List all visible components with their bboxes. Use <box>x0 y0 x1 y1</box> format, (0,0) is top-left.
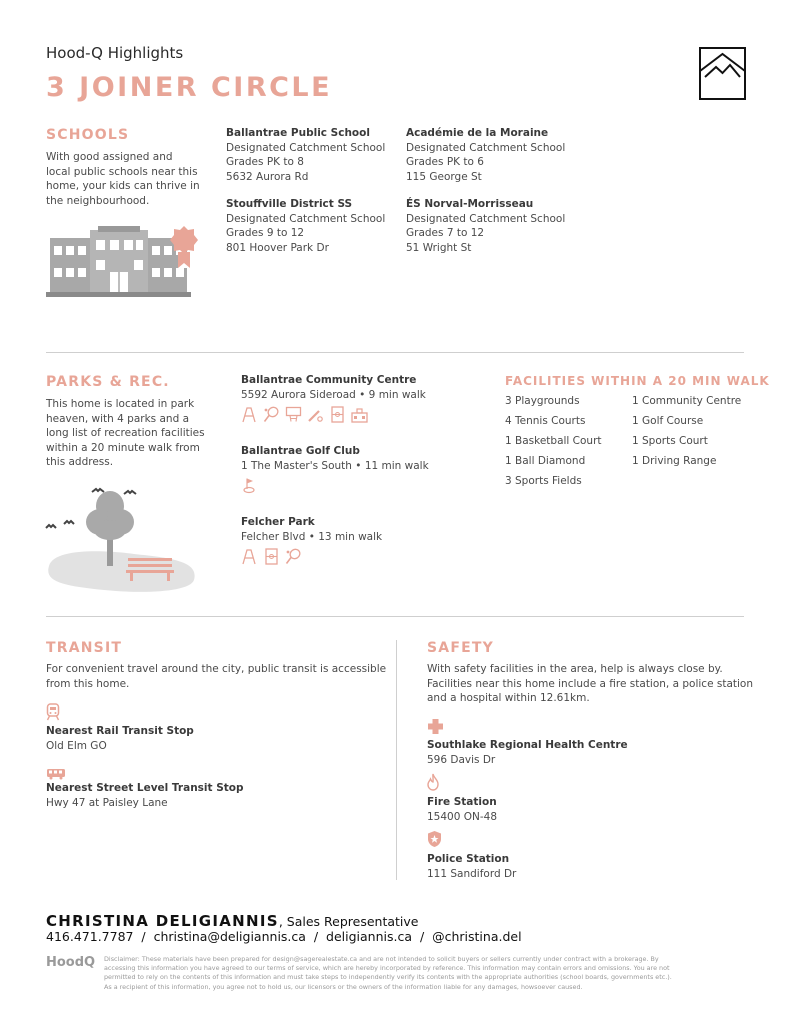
facility-item: 1 Ball Diamond <box>505 455 586 467</box>
transit-description: For convenient travel around the city, public transit is accessible from this home. <box>46 663 387 690</box>
facility-item: 1 Golf Course <box>632 415 704 427</box>
playground-icon <box>241 548 258 565</box>
facility-item: 3 Sports Fields <box>505 475 582 487</box>
school-entry: ÉS Norval-Morrisseau Designated Catchment School Grades 7 to 12 51 Wright St <box>406 198 566 254</box>
page-title: 3 JOINER CIRCLE <box>46 72 333 103</box>
golf-icon <box>241 477 258 494</box>
park-detail: Felcher Blvd • 13 min walk <box>241 530 383 543</box>
police-badge-icon <box>427 830 442 852</box>
park-detail: 5592 Aurora Sideroad • 9 min walk <box>241 388 426 401</box>
sports-field-icon <box>329 406 346 423</box>
park-entry <box>241 515 382 565</box>
school-building-illustration <box>46 224 206 300</box>
facilities-list-col2 <box>632 391 741 471</box>
park-name: Ballantrae Community Centre <box>241 374 417 386</box>
school-entry: Académie de la Moraine Designated Catchment School Grades PK to 6 115 George St <box>406 127 566 183</box>
facility-item: 1 Community Centre <box>632 395 742 407</box>
safety-title: SAFETY <box>427 640 494 656</box>
rail-stop: Nearest Rail Transit Stop Old Elm GO <box>46 725 194 752</box>
hospital-entry: Southlake Regional Health Centre 596 Davis Dr <box>427 739 628 766</box>
school-entry: Ballantrae Public School Designated Catchment School Grades PK to 8 5632 Aurora Rd <box>226 127 386 183</box>
tennis-icon <box>263 406 280 423</box>
community-centre-icon <box>351 406 368 423</box>
safety-description: With safety facilities in the area, help is always close by. Facilities near this home include a fire station, a police station and a hospital within 12.61km. <box>427 663 754 704</box>
section-divider <box>46 352 744 353</box>
park-detail: 1 The Master's South • 11 min walk <box>241 459 429 472</box>
facility-item: 1 Sports Court <box>632 435 708 447</box>
school-entry: Stouffville District SS Designated Catchment School Grades 9 to 12 801 Hoover Park Dr <box>226 198 386 254</box>
facilities-list-col1 <box>505 391 602 491</box>
police-station-entry: Police Station 111 Sandiford Dr <box>427 853 517 880</box>
column-divider <box>396 640 397 880</box>
train-icon <box>46 703 60 725</box>
school-name: Stouffville District SS <box>226 198 353 210</box>
street-stop: Nearest Street Level Transit Stop Hwy 47 at Paisley Lane <box>46 782 244 809</box>
page-subtitle: Hood-Q Highlights <box>46 44 184 62</box>
facility-item: 3 Playgrounds <box>505 395 580 407</box>
schools-title: SCHOOLS <box>46 127 130 143</box>
section-divider <box>46 616 744 617</box>
fire-station-entry: Fire Station 15400 ON-48 <box>427 796 498 823</box>
agent-role: , Sales Representative <box>278 914 419 929</box>
hoodq-logo: HoodQ <box>46 955 96 970</box>
park-entry <box>241 373 426 423</box>
parks-description: This home is located in park heaven, with 4 parks and a long list of recreation facilities within a 20 minute walk from this address. <box>46 398 205 468</box>
school-name: Ballantrae Public School <box>226 127 370 139</box>
disclaimer: Disclaimer: These materials have been prepared for design@sagerealestate.ca and are not intended to solicit buyers or sellers currently under contract with a brokerage. By accessing this information you have agreed to our terms of service, which are hereby incorporated by reference. This information may contain errors and omissions. You are not permitted to rely on the contents of this information and must take steps to independently verify its contents with the appropriate authorities (school boards, governments etc.). As a recipient of this information, you agree not to hold us, our licensors or the owners of the information liable for any damages, howsoever caused. <box>104 955 672 991</box>
playground-icon <box>241 406 258 423</box>
agent-contact: 416.471.7787 / christina@deligiannis.ca / deligiannis.ca / @christina.del <box>46 929 522 944</box>
park-name: Ballantrae Golf Club <box>241 445 360 457</box>
tennis-icon <box>285 548 302 565</box>
baseball-icon <box>307 406 324 423</box>
park-entry <box>241 444 429 494</box>
transit-title: TRANSIT <box>46 640 123 656</box>
fire-icon <box>427 773 439 795</box>
basketball-icon <box>285 406 302 423</box>
sports-field-icon <box>263 548 280 565</box>
facility-item: 4 Tennis Courts <box>505 415 586 427</box>
park-illustration <box>44 484 199 594</box>
school-name: Académie de la Moraine <box>406 127 549 139</box>
facilities-title: FACILITIES WITHIN A 20 MIN WALK <box>505 374 770 388</box>
facility-item: 1 Basketball Court <box>505 435 602 447</box>
facility-item: 1 Driving Range <box>632 455 717 467</box>
schools-description: With good assigned and local public schools near this home, your kids can thrive in the neighbourhood. <box>46 151 200 207</box>
parks-title: PARKS & REC. <box>46 374 170 390</box>
park-name: Felcher Park <box>241 516 315 528</box>
hospital-icon <box>427 718 444 739</box>
agent-name: CHRISTINA DELIGIANNIS <box>46 912 279 930</box>
agent-signature <box>46 911 418 930</box>
house-mountain-icon <box>699 47 746 100</box>
school-name: ÉS Norval-Morrisseau <box>406 198 534 210</box>
